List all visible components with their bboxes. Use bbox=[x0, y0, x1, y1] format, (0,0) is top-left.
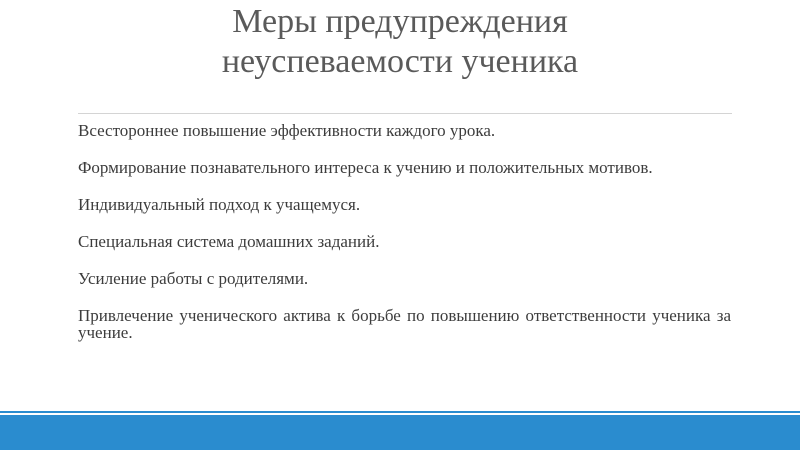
footer-accent-bar bbox=[0, 415, 800, 450]
measure-item-4: Специальная система домашних заданий. bbox=[78, 232, 380, 251]
measure-item-3: Индивидуальный подход к учащемуся. bbox=[78, 195, 361, 214]
measure-item-1: Всестороннее повышение эффективности каждого урока. bbox=[78, 121, 496, 140]
measure-item-2: Формирование познавательного интереса к учению и положительных мотивов. bbox=[78, 158, 653, 177]
slide-title-line-2: неуспеваемости ученика bbox=[221, 43, 579, 80]
footer-accent-line bbox=[0, 411, 800, 413]
title-divider bbox=[78, 113, 732, 114]
measure-item-5: Усиление работы с родителями. bbox=[78, 269, 309, 288]
slide-title-line-1: Меры предупреждения bbox=[232, 3, 568, 40]
measures-list bbox=[78, 122, 731, 361]
slide-title bbox=[160, 2, 640, 82]
measure-item-6: Привлечение ученического актива к борьбе по повышению ответственности ученика за учение. bbox=[78, 306, 731, 342]
